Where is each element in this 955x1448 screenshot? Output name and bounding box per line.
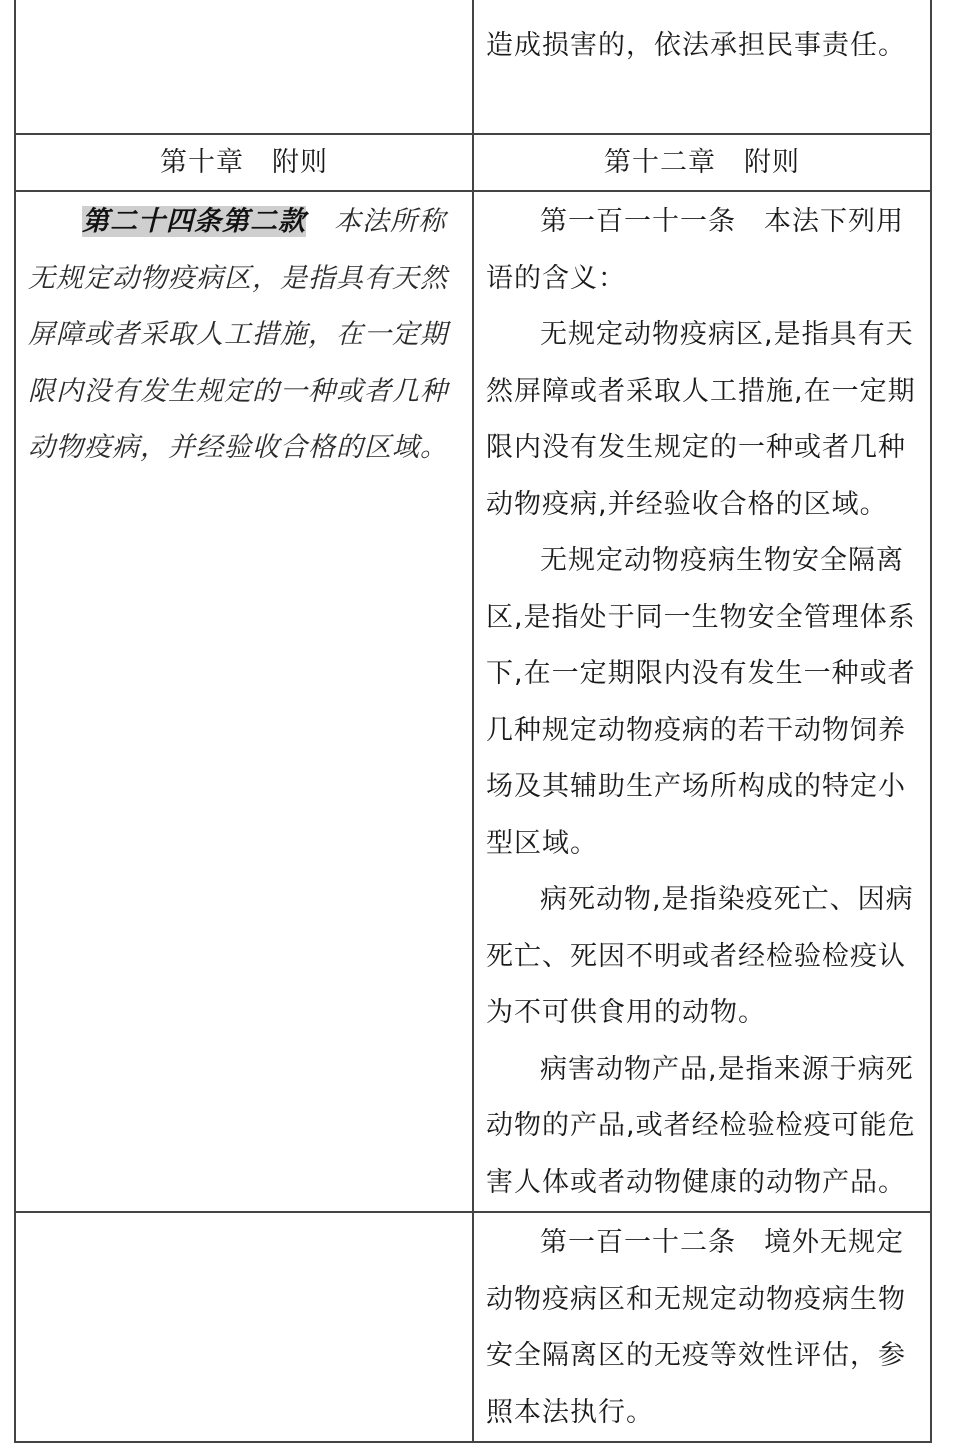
new-law-article-cell xyxy=(473,1212,931,1442)
table-row xyxy=(15,191,931,1212)
new-law-article-cell xyxy=(473,191,931,1212)
definition-paragraph: 无规定动物疫病生物安全隔离区,是指处于同一生物安全管理体系下,在一定期限内没有发生一种或者几种规定动物疫病的若干动物饲养场及其辅助生产场所构成的特定小型区域。 xyxy=(486,545,916,859)
definition-paragraph: 无规定动物疫病区,是指具有天然屏障或者采取人工措施,在一定期限内没有发生规定的一种或者几种动物疫病,并经验收合格的区域。 xyxy=(486,319,916,520)
new-law-cell xyxy=(473,0,931,134)
definition-paragraph: 病死动物,是指染疫死亡、因病死亡、死因不明或者经检验检疫认为不可供食用的动物。 xyxy=(486,884,914,1028)
old-law-cell-empty xyxy=(15,1212,473,1442)
liability-clause-text: 造成损害的，依法承担民事责任。 xyxy=(486,30,906,61)
old-law-chapter-cell xyxy=(15,134,473,191)
old-chapter-title: 第十章 附则 xyxy=(160,147,328,178)
new-law-chapter-cell xyxy=(473,134,931,191)
article-112-paragraph: 第一百一十二条 境外无规定动物疫病区和无规定动物疫病生物安全隔离区的无疫等效性评估，参照本法执行。 xyxy=(486,1227,906,1428)
table-row xyxy=(15,0,931,134)
table-row xyxy=(15,1212,931,1442)
old-article-body: 本法所称无规定动物疫病区，是指具有天然屏障或者采取人工措施，在一定期限内没有发生规定的一种或者几种动物疫病，并经验收合格的区域。 xyxy=(28,206,448,463)
article-111-heading: 第一百一十一条 本法下列用语的含义： xyxy=(486,206,904,294)
definition-paragraph: 病害动物产品,是指来源于病死动物的产品,或者经检验检疫可能危害人体或者动物健康的动物产品。 xyxy=(486,1053,916,1198)
comparison-table xyxy=(14,0,932,1443)
old-law-article-cell xyxy=(15,191,473,1212)
old-article-paragraph xyxy=(16,192,472,477)
old-article-heading: 第二十四条第二款 xyxy=(82,206,306,237)
old-law-cell-empty xyxy=(15,0,473,134)
table-row xyxy=(15,134,931,191)
new-chapter-title: 第十二章 附则 xyxy=(604,147,800,178)
